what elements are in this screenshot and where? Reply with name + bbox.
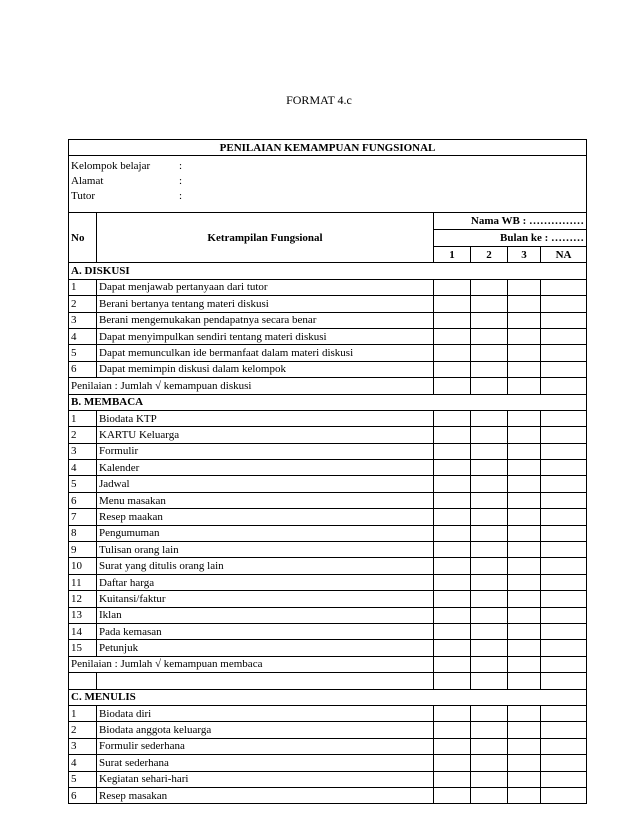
row-skill-text: Tulisan orang lain (97, 542, 434, 558)
table-row (69, 787, 587, 803)
header-no: No (69, 213, 97, 263)
info-line-tutor (69, 189, 586, 204)
score-cell[interactable] (508, 722, 541, 738)
score-cell[interactable] (508, 509, 541, 525)
score-cell[interactable] (434, 427, 471, 443)
table-row (69, 492, 587, 508)
form-title: PENILAIAN KEMAMPUAN FUNGSIONAL (69, 140, 587, 156)
info-label: Kelompok belajar (71, 160, 151, 172)
header-nama-wb: Nama WB : …………… (434, 213, 587, 230)
score-cell[interactable] (434, 328, 471, 344)
table-row (69, 509, 587, 525)
score-cell[interactable] (541, 361, 587, 377)
score-cell[interactable] (471, 673, 508, 689)
row-skill-text: Berani mengemukakan pendapatnya secara benar (97, 312, 434, 328)
row-skill-text: Kuitansi/faktur (97, 591, 434, 607)
score-cell[interactable] (508, 542, 541, 558)
score-cell[interactable] (541, 328, 587, 344)
score-cell[interactable] (541, 279, 587, 295)
header-col: 2 (471, 247, 508, 263)
table-row (69, 558, 587, 574)
score-cell[interactable] (508, 640, 541, 656)
row-skill-text: Iklan (97, 607, 434, 623)
score-cell[interactable] (471, 427, 508, 443)
table-row (69, 460, 587, 476)
score-cell[interactable] (434, 312, 471, 328)
info-line-kelompok (69, 159, 586, 174)
score-cell[interactable] (541, 460, 587, 476)
section-title: B. MEMBACA (69, 394, 587, 410)
row-number: 4 (69, 755, 97, 771)
row-number: 5 (69, 771, 97, 787)
blank-row (69, 673, 587, 689)
score-cell[interactable] (541, 509, 587, 525)
table-row (69, 345, 587, 361)
score-cell[interactable] (434, 460, 471, 476)
score-cell[interactable] (541, 525, 587, 541)
score-cell[interactable] (471, 705, 508, 721)
score-cell[interactable] (508, 328, 541, 344)
info-separator: : (179, 175, 183, 187)
row-number: 13 (69, 607, 97, 623)
score-cell[interactable] (508, 460, 541, 476)
row-skill-text: Biodata anggota keluarga (97, 722, 434, 738)
score-cell[interactable] (508, 410, 541, 426)
score-cell[interactable] (434, 722, 471, 738)
score-cell[interactable] (508, 771, 541, 787)
table-row (69, 705, 587, 721)
row-number: 3 (69, 738, 97, 754)
table-row (69, 279, 587, 295)
score-cell[interactable] (434, 492, 471, 508)
blank-cell (69, 673, 97, 689)
blank-cell (97, 673, 434, 689)
score-cell[interactable] (434, 361, 471, 377)
score-cell[interactable] (541, 591, 587, 607)
row-skill-text: Formulir sederhana (97, 738, 434, 754)
score-cell[interactable] (471, 279, 508, 295)
score-cell[interactable] (471, 345, 508, 361)
table-row (69, 607, 587, 623)
header-col: NA (541, 247, 587, 263)
score-cell[interactable] (508, 492, 541, 508)
score-cell[interactable] (434, 771, 471, 787)
score-cell[interactable] (434, 542, 471, 558)
info-label: Alamat (71, 175, 104, 187)
score-cell[interactable] (471, 361, 508, 377)
score-label: Penilaian : Jumlah √ kemampuan diskusi (69, 378, 434, 394)
row-skill-text: Dapat menyimpulkan sendiri tentang materi diskusi (97, 328, 434, 344)
row-skill-text: Petunjuk (97, 640, 434, 656)
score-cell[interactable] (471, 443, 508, 459)
row-skill-text: Kegiatan sehari-hari (97, 771, 434, 787)
table-row (69, 640, 587, 656)
score-cell[interactable] (508, 738, 541, 754)
row-number: 6 (69, 492, 97, 508)
row-skill-text: Surat yang ditulis orang lain (97, 558, 434, 574)
score-cell[interactable] (508, 345, 541, 361)
score-cell[interactable] (471, 607, 508, 623)
info-separator: : (179, 190, 183, 202)
table-row (69, 574, 587, 590)
table-row (69, 525, 587, 541)
section-title: A. DISKUSI (69, 263, 587, 279)
score-cell[interactable] (541, 705, 587, 721)
score-cell[interactable] (434, 378, 471, 394)
table-row (69, 542, 587, 558)
score-cell[interactable] (471, 623, 508, 639)
score-cell[interactable] (434, 509, 471, 525)
row-skill-text: Jadwal (97, 476, 434, 492)
row-number: 5 (69, 476, 97, 492)
info-line-alamat (69, 174, 586, 189)
score-cell[interactable] (541, 574, 587, 590)
score-cell[interactable] (434, 705, 471, 721)
score-cell[interactable] (508, 525, 541, 541)
row-skill-text: Dapat memunculkan ide bermanfaat dalam materi diskusi (97, 345, 434, 361)
score-cell[interactable] (508, 361, 541, 377)
score-cell[interactable] (471, 755, 508, 771)
score-cell[interactable] (541, 673, 587, 689)
row-skill-text: Surat sederhana (97, 755, 434, 771)
table-row (69, 755, 587, 771)
format-label: FORMAT 4.c (286, 93, 352, 107)
table-row (69, 328, 587, 344)
score-cell[interactable] (471, 492, 508, 508)
score-cell[interactable] (541, 378, 587, 394)
row-number: 11 (69, 574, 97, 590)
info-label: Tutor (71, 190, 96, 202)
score-cell[interactable] (434, 755, 471, 771)
score-cell[interactable] (508, 378, 541, 394)
score-cell[interactable] (434, 525, 471, 541)
score-cell[interactable] (541, 492, 587, 508)
score-cell[interactable] (434, 443, 471, 459)
table-row (69, 443, 587, 459)
score-cell[interactable] (434, 574, 471, 590)
score-cell[interactable] (508, 279, 541, 295)
score-cell[interactable] (434, 787, 471, 803)
table-row (69, 722, 587, 738)
score-cell[interactable] (541, 296, 587, 312)
score-cell[interactable] (471, 738, 508, 754)
score-cell[interactable] (541, 607, 587, 623)
section-header-row (69, 689, 587, 705)
row-number: 1 (69, 410, 97, 426)
row-skill-text: Berani bertanya tentang materi diskusi (97, 296, 434, 312)
score-cell[interactable] (471, 378, 508, 394)
score-cell[interactable] (508, 623, 541, 639)
score-cell[interactable] (471, 558, 508, 574)
row-skill-text: Biodata diri (97, 705, 434, 721)
score-cell[interactable] (541, 443, 587, 459)
score-cell[interactable] (508, 705, 541, 721)
score-cell[interactable] (508, 312, 541, 328)
table-row (69, 738, 587, 754)
row-number: 8 (69, 525, 97, 541)
row-number: 9 (69, 542, 97, 558)
header-col: 1 (434, 247, 471, 263)
table-row (69, 476, 587, 492)
score-cell[interactable] (541, 738, 587, 754)
row-number: 2 (69, 427, 97, 443)
row-number: 1 (69, 705, 97, 721)
score-cell[interactable] (508, 656, 541, 672)
score-cell[interactable] (471, 476, 508, 492)
score-cell[interactable] (434, 738, 471, 754)
title-row (69, 140, 587, 156)
score-cell[interactable] (508, 558, 541, 574)
score-cell[interactable] (541, 312, 587, 328)
row-skill-text: Menu masakan (97, 492, 434, 508)
score-row (69, 378, 587, 394)
score-cell[interactable] (471, 296, 508, 312)
table-row (69, 427, 587, 443)
score-cell[interactable] (471, 525, 508, 541)
score-cell[interactable] (434, 640, 471, 656)
score-cell[interactable] (508, 574, 541, 590)
row-number: 3 (69, 443, 97, 459)
row-skill-text: Biodata KTP (97, 410, 434, 426)
score-cell[interactable] (434, 476, 471, 492)
score-cell[interactable] (471, 410, 508, 426)
row-skill-text: Pada kemasan (97, 623, 434, 639)
header-bulan: Bulan ke : ……… (434, 230, 587, 247)
score-cell[interactable] (471, 656, 508, 672)
score-cell[interactable] (434, 410, 471, 426)
score-cell[interactable] (471, 722, 508, 738)
score-cell[interactable] (434, 558, 471, 574)
score-cell[interactable] (508, 607, 541, 623)
score-cell[interactable] (541, 476, 587, 492)
table-row (69, 771, 587, 787)
score-cell[interactable] (541, 656, 587, 672)
score-cell[interactable] (541, 722, 587, 738)
row-number: 14 (69, 623, 97, 639)
score-cell[interactable] (508, 591, 541, 607)
score-cell[interactable] (508, 787, 541, 803)
score-cell[interactable] (541, 755, 587, 771)
table-row (69, 312, 587, 328)
row-skill-text: Kalender (97, 460, 434, 476)
row-skill-text: Formulir (97, 443, 434, 459)
score-cell[interactable] (541, 345, 587, 361)
score-cell[interactable] (508, 443, 541, 459)
row-skill-text: Resep maakan (97, 509, 434, 525)
row-number: 2 (69, 722, 97, 738)
score-cell[interactable] (434, 607, 471, 623)
score-cell[interactable] (471, 640, 508, 656)
info-separator: : (179, 160, 183, 172)
score-cell[interactable] (508, 296, 541, 312)
score-cell[interactable] (471, 509, 508, 525)
score-cell[interactable] (508, 427, 541, 443)
header-col: 3 (508, 247, 541, 263)
score-cell[interactable] (434, 345, 471, 361)
info-block (69, 156, 587, 213)
row-number: 2 (69, 296, 97, 312)
score-row (69, 656, 587, 672)
score-cell[interactable] (471, 542, 508, 558)
score-cell[interactable] (541, 640, 587, 656)
section-header-row (69, 263, 587, 279)
score-cell[interactable] (471, 312, 508, 328)
score-cell[interactable] (508, 673, 541, 689)
row-number: 12 (69, 591, 97, 607)
score-cell[interactable] (541, 771, 587, 787)
row-number: 1 (69, 279, 97, 295)
score-cell[interactable] (434, 656, 471, 672)
score-cell[interactable] (541, 427, 587, 443)
row-number: 5 (69, 345, 97, 361)
row-number: 4 (69, 328, 97, 344)
score-cell[interactable] (471, 574, 508, 590)
header-row-1 (69, 213, 587, 230)
score-cell[interactable] (471, 771, 508, 787)
header-skill: Ketrampilan Fungsional (97, 213, 434, 263)
row-skill-text: Daftar harga (97, 574, 434, 590)
score-cell[interactable] (434, 591, 471, 607)
row-skill-text: Dapat menjawab pertanyaan dari tutor (97, 279, 434, 295)
table-row (69, 296, 587, 312)
row-skill-text: Pengumuman (97, 525, 434, 541)
score-cell[interactable] (541, 542, 587, 558)
score-cell[interactable] (541, 787, 587, 803)
row-number: 3 (69, 312, 97, 328)
score-cell[interactable] (471, 787, 508, 803)
table-row (69, 623, 587, 639)
section-title: C. MENULIS (69, 689, 587, 705)
score-cell[interactable] (434, 296, 471, 312)
row-number: 15 (69, 640, 97, 656)
row-number: 4 (69, 460, 97, 476)
score-cell[interactable] (508, 476, 541, 492)
score-cell[interactable] (434, 623, 471, 639)
row-number: 6 (69, 787, 97, 803)
score-label: Penilaian : Jumlah √ kemampuan membaca (69, 656, 434, 672)
score-cell[interactable] (541, 410, 587, 426)
score-cell[interactable] (541, 558, 587, 574)
row-number: 6 (69, 361, 97, 377)
row-number: 7 (69, 509, 97, 525)
score-cell[interactable] (434, 279, 471, 295)
score-cell[interactable] (471, 460, 508, 476)
row-number: 10 (69, 558, 97, 574)
info-row (69, 156, 587, 213)
row-skill-text: KARTU Keluarga (97, 427, 434, 443)
score-cell[interactable] (471, 328, 508, 344)
table-row (69, 361, 587, 377)
row-skill-text: Resep masakan (97, 787, 434, 803)
table-row (69, 591, 587, 607)
table-row (69, 410, 587, 426)
assessment-form-table (68, 139, 587, 804)
score-cell[interactable] (471, 591, 508, 607)
score-cell[interactable] (434, 673, 471, 689)
section-header-row (69, 394, 587, 410)
score-cell[interactable] (541, 623, 587, 639)
row-skill-text: Dapat memimpin diskusi dalam kelompok (97, 361, 434, 377)
score-cell[interactable] (508, 755, 541, 771)
